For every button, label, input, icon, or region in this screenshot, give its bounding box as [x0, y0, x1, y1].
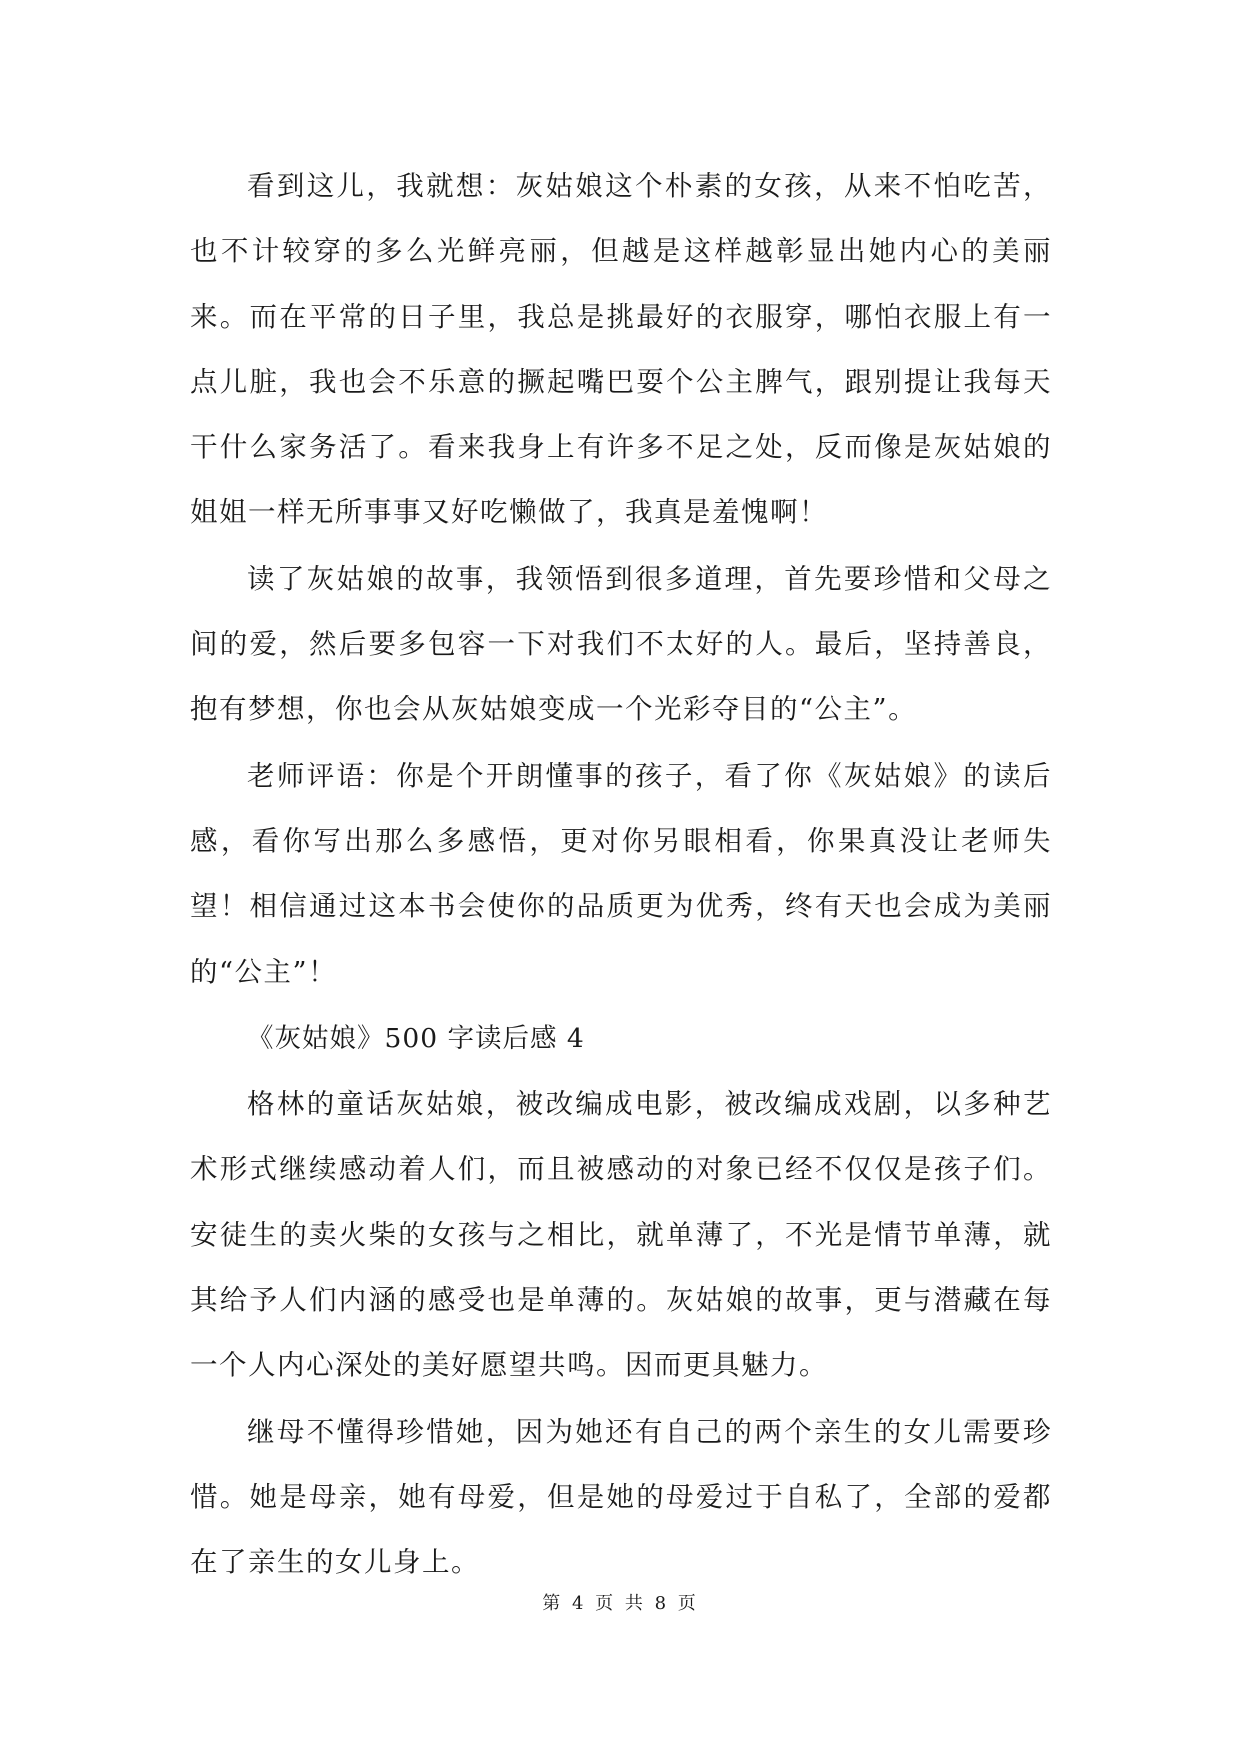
paragraph-lessons: 读了灰姑娘的故事，我领悟到很多道理，首先要珍惜和父母之间的爱，然后要多包容一下对我们不太好的人。最后，坚持善良，抱有梦想，你也会从灰姑娘变成一个光彩夺目的“公主”。	[190, 562, 1052, 726]
paragraph-teacher-comment: 老师评语：你是个开朗懂事的孩子，看了你《灰姑娘》的读后感，看你写出那么多感悟，更对你另眼相看，你果真没让老师失望！相信通过这本书会使你的品质更为优秀，终有天也会成为美丽的“公主”！	[190, 759, 1052, 988]
page-number-footer: 第 4 页 共 8 页	[542, 1593, 699, 1614]
paragraph-reflection: 看到这儿，我就想：灰姑娘这个朴素的女孩，从来不怕吃苦，也不计较穿的多么光鲜亮丽，但越是这样越彰显出她内心的美丽来。而在平常的日子里，我总是挑最好的衣服穿，哪怕衣服上有一点儿脏，我也会不乐意的撅起嘴巴耍个公主脾气，跟别提让我每天干什么家务活了。看来我身上有许多不足之处，反而像是灰姑娘的姐姐一样无所事事又好吃懒做了，我真是羞愧啊！	[190, 170, 1052, 529]
document-body	[190, 154, 1052, 1597]
section-heading: 《灰姑娘》500 字读后感 4	[247, 1022, 585, 1054]
paragraph-stepmother: 继母不懂得珍惜她，因为她还有自己的两个亲生的女儿需要珍惜。她是母亲，她有母爱，但是她的母爱过于自私了，全部的爱都在了亲生的女儿身上。	[190, 1415, 1052, 1579]
paragraph-grimm-fairy-tale: 格林的童话灰姑娘，被改编成电影，被改编成戏剧，以多种艺术形式继续感动着人们，而且被感动的对象已经不仅仅是孩子们。安徒生的卖火柴的女孩与之相比，就单薄了，不光是情节单薄，就其给予人们内涵的感受也是单薄的。灰姑娘的故事，更与潜藏在每一个人内心深处的美好愿望共鸣。因而更具魅力。	[190, 1088, 1052, 1382]
